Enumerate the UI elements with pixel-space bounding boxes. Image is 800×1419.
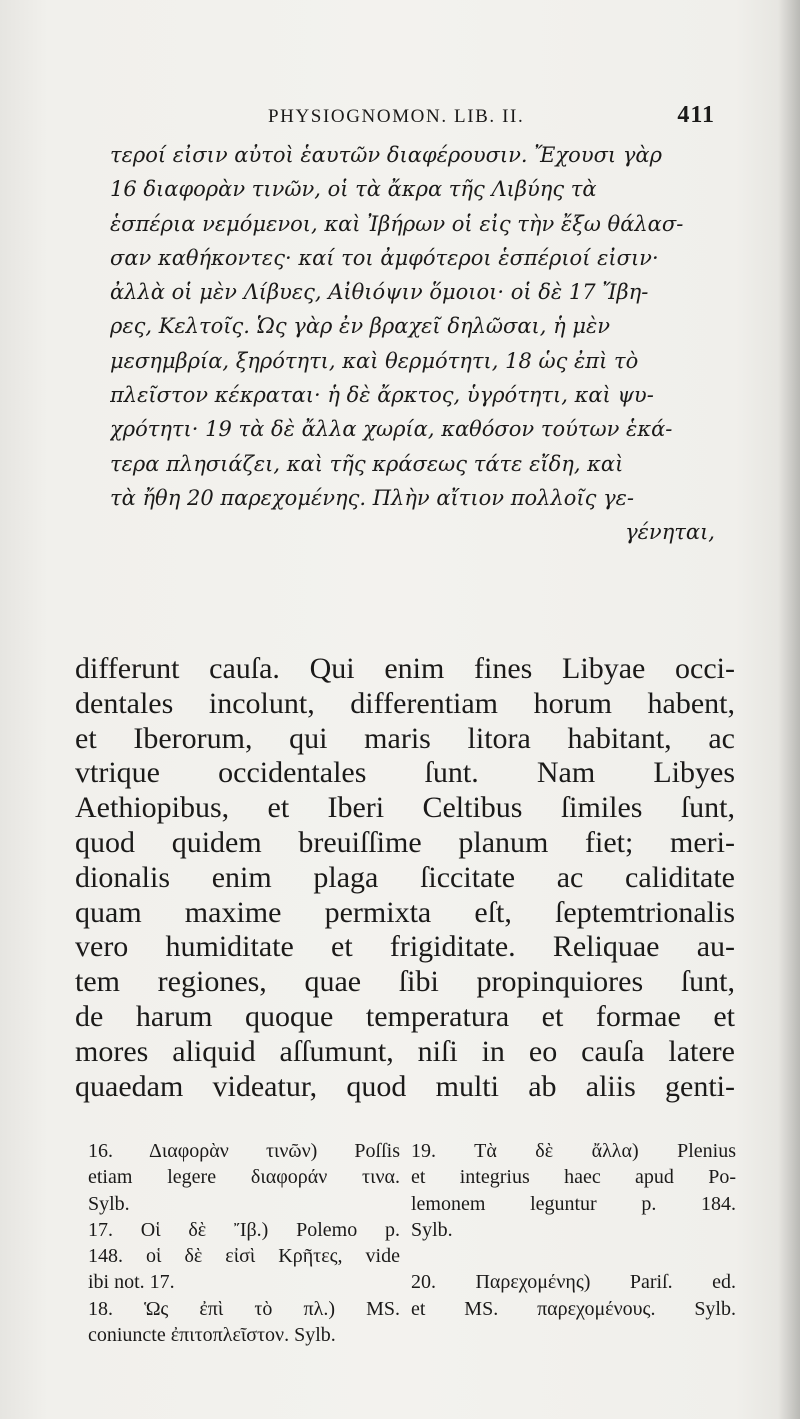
footnote-line: et MS. παρεχομένους. Sylb. bbox=[411, 1297, 736, 1320]
greek-line: τὰ ἤθη 20 παρεχομένης. Πλὴν αἴτιον πολλοῖς γε- bbox=[110, 485, 634, 510]
footnote-line: Sylb. bbox=[88, 1192, 130, 1215]
page-number: 411 bbox=[677, 102, 715, 128]
greek-line: σαν καθήκοντες· καί τοι ἀμφότεροι ἑσπέριοί εἰσιν· bbox=[110, 245, 659, 270]
footnote-line: Sylb. bbox=[411, 1218, 453, 1241]
footnote-gap bbox=[411, 1243, 736, 1269]
latin-line: vero humiditate et frigiditate. Reliquae au- bbox=[75, 930, 735, 964]
latin-line: differunt cauſa. Qui enim fines Libyae occi- bbox=[75, 652, 735, 685]
greek-line: μεσημβρία, ξηρότητι, καὶ θερμότητι, 18 ὡς ἐπὶ τὸ bbox=[110, 348, 639, 373]
greek-line: ρες, Κελτοῖς. Ὡς γὰρ ἐν βραχεῖ δηλῶσαι, ἡ μὲν bbox=[110, 314, 611, 339]
greek-catchword: γένηται, bbox=[625, 520, 715, 545]
footnotes-left-column bbox=[88, 1138, 400, 1348]
footnote-line: 148. οἱ δὲ εἰσὶ Κρῆτες, vide bbox=[88, 1245, 400, 1268]
latin-line: vtrique occidentales ſunt. Nam Libyes bbox=[75, 756, 735, 790]
footnote-line: coniuncte ἐπιτοπλεῖστον. Sylb. bbox=[88, 1324, 336, 1347]
footnote-line: ibi not. 17. bbox=[88, 1271, 175, 1294]
footnotes-right-column bbox=[411, 1138, 736, 1322]
running-head: PHYSIOGNOMON. LIB. II. bbox=[268, 106, 525, 127]
footnote-line: et integrius haec apud Po- bbox=[411, 1166, 736, 1189]
page-header bbox=[110, 102, 715, 136]
latin-line: quam maxime permixta eſt, ſeptemtrionalis bbox=[75, 895, 735, 929]
latin-line: dentales incolunt, differentiam horum habent, bbox=[75, 686, 735, 720]
footnote-line: etiam legere διαφοράν τινα. bbox=[88, 1166, 400, 1189]
latin-line: dionalis enim plaga ſiccitate ac caliditate bbox=[75, 860, 735, 894]
greek-line: τερα πλησιάζει, καὶ τῆς κράσεως τάτε εἴδη, καὶ bbox=[110, 451, 624, 476]
latin-line: Aethiopibus, et Iberi Celtibus ſimiles ſunt, bbox=[75, 791, 735, 825]
latin-text-block bbox=[75, 652, 735, 1104]
greek-line: τεροί εἰσιν αὐτοὶ ἑαυτῶν διαφέρουσιν. Ἔχουσι γὰρ bbox=[110, 143, 662, 167]
latin-line: quod quidem breuiſſime planum fiet; meri- bbox=[75, 825, 735, 859]
latin-line: et Iberorum, qui maris litora habitant, ac bbox=[75, 721, 735, 755]
latin-line: quaedam videatur, quod multi ab aliis genti- bbox=[75, 1069, 735, 1103]
latin-line: mores aliquid aſſumunt, niſi in eo cauſa latere bbox=[75, 1034, 735, 1068]
latin-line: tem regiones, quae ſibi propinquiores ſunt, bbox=[75, 965, 735, 999]
greek-line: χρότητι· 19 τὰ δὲ ἄλλα χωρία, καθόσον τούτων ἑκά- bbox=[110, 417, 673, 442]
footnote-line: 20. Παρεχομένης) Pariſ. ed. bbox=[411, 1271, 736, 1294]
greek-line: 16 διαφορὰν τινῶν, οἱ τὰ ἄκρα τῆς Λιβύης τὰ bbox=[110, 177, 597, 202]
latin-line: de harum quoque temperatura et formae et bbox=[75, 999, 735, 1033]
greek-text-block bbox=[110, 138, 715, 550]
page-edge-shadow bbox=[778, 0, 800, 1419]
greek-line: ἑσπέρια νεμόμενοι, καὶ Ἰβήρων οἱ εἰς τὴν ἔξω θάλασ- bbox=[110, 211, 684, 236]
greek-line: ἀλλὰ οἱ μὲν Λίβυες, Αἰθιόψιν ὅμοιοι· οἱ δὲ 17 Ἴβη- bbox=[110, 280, 649, 305]
footnote-line: 17. Οἱ δὲ Ἴβ.) Polemo p. bbox=[88, 1218, 400, 1241]
footnote-line: 19. Τὰ δὲ ἄλλα) Plenius bbox=[411, 1140, 736, 1162]
footnote-line: lemonem leguntur p. 184. bbox=[411, 1192, 736, 1215]
footnote-line: 16. Διαφορὰν τινῶν) Poſſis bbox=[88, 1140, 400, 1162]
footnote-line: 18. Ὡς ἐπὶ τὸ πλ.) MS. bbox=[88, 1297, 400, 1320]
greek-line: πλεῖστον κέκραται· ἡ δὲ ἄρκτος, ὑγρότητι, καὶ ψυ- bbox=[110, 383, 654, 408]
